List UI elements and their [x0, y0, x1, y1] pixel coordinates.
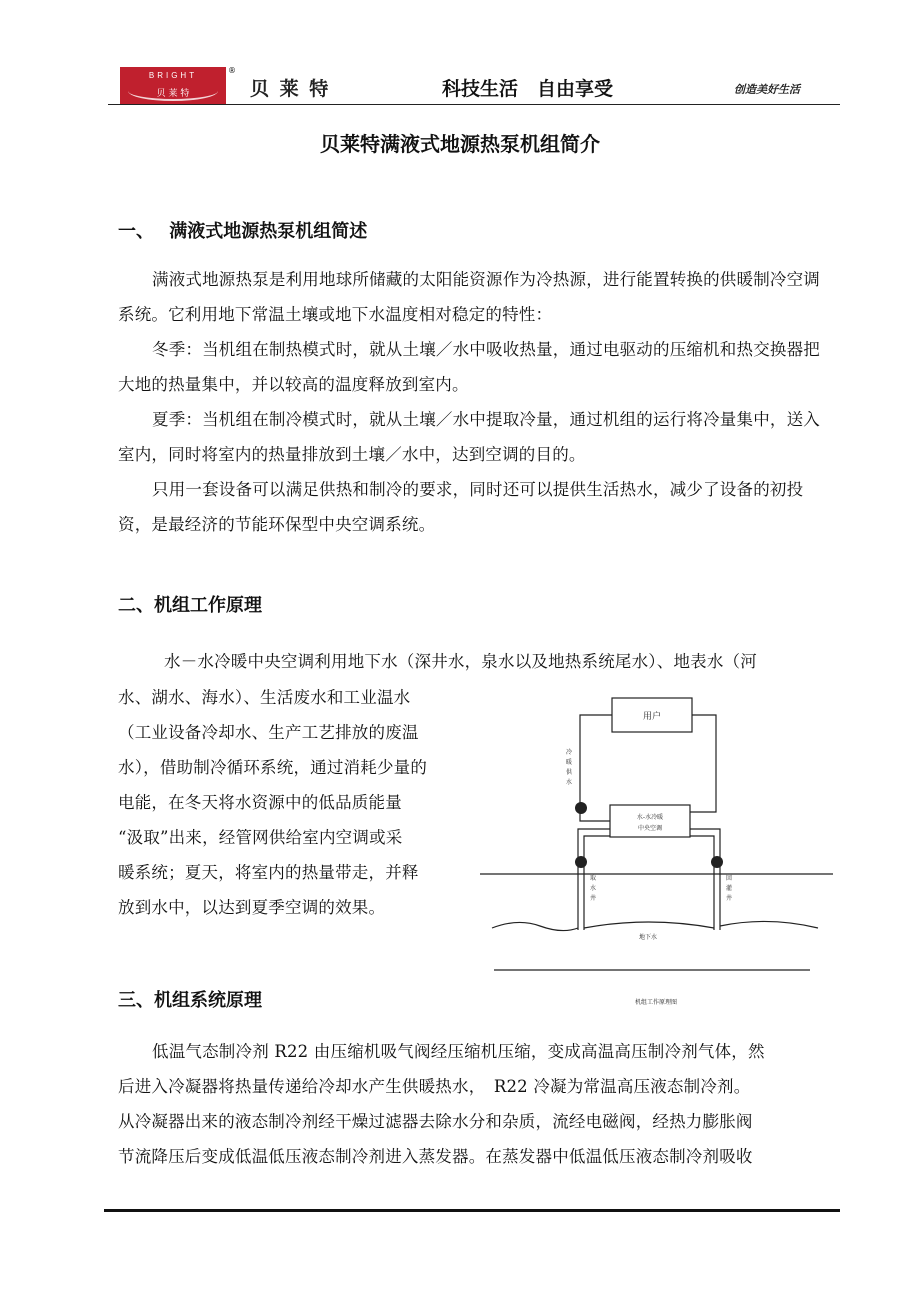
- intake-well-char: 水: [590, 885, 597, 892]
- return-well-char: 井: [726, 895, 733, 902]
- paragraph-line: 放到水中，以达到夏季空调的效果。: [118, 898, 386, 917]
- return-well-char: 灌: [726, 885, 733, 892]
- intake-well-char: 取: [590, 875, 597, 882]
- logo-chinese: 贝 莱 特: [156, 89, 190, 99]
- return-pump-icon: [711, 856, 723, 868]
- paragraph-line: （工业设备冷却水、生产工艺排放的废温: [118, 723, 419, 742]
- intake-well-char: 井: [590, 895, 597, 902]
- header-slogan: 创造美好生活: [734, 83, 800, 96]
- pipe-label-char: 暖: [566, 759, 573, 766]
- paragraph: 夏季：当机组在制冷模式时，就从土壤／水中提取冷量，通过机组的运行将冷量集中，送入室内，同时将室内的热量排放到土壤／水中，达到空调的目的。: [118, 410, 820, 464]
- intake-pipe-inner: [584, 836, 610, 930]
- return-pipe: [690, 829, 720, 930]
- water-table-right: [720, 921, 818, 928]
- paragraph: 只用一套设备可以满足供热和制冷的要求，同时还可以提供生活热水，减少了设备的初投资，是最经济的节能环保型中央空调系统。: [118, 480, 804, 534]
- paragraph-line: 从冷凝器出来的液态制冷剂经干燥过滤器去除水分和杂质，流经电磁阀，经热力膨胀阀: [118, 1112, 753, 1131]
- working-principle-diagram: [478, 690, 838, 1010]
- section-1-heading: 一、 满液式地源热泵机组简述: [118, 221, 368, 242]
- paragraph-line: 水、湖水、海水）、生活废水和工业温水: [118, 688, 411, 707]
- water-table-mid: [584, 922, 714, 928]
- brand-name: 贝 莱 特: [250, 78, 331, 100]
- circulation-pump-icon: [575, 802, 587, 814]
- return-pipe-inner: [690, 836, 714, 930]
- section-2-heading: 二、机组工作原理: [118, 595, 262, 616]
- paragraph-line: “汲取”出来，经管网供给室内空调或采: [118, 828, 403, 847]
- paragraph-line: 水－水冷暖中央空调利用地下水（深井水，泉水以及地热系统尾水）、地表水（河: [164, 652, 757, 671]
- unit-label-line-1: 水-水冷暖: [636, 814, 664, 821]
- paragraph: 满液式地源热泵是利用地球所储藏的太阳能资源作为冷热源，进行能置转换的供暖制冷空调系统。它利用地下常温土壤或地下水温度相对稳定的特性：: [118, 270, 820, 324]
- paragraph-line: 节流降压后变成低温低压液态制冷剂进入蒸发器。在蒸发器中低温低压液态制冷剂吸收: [118, 1147, 753, 1166]
- section-2-wrapped-text: [118, 680, 468, 925]
- section-2-intro: [118, 644, 830, 679]
- brand-logo: [120, 67, 226, 105]
- user-label: 用户: [642, 712, 662, 722]
- section-1-body: [118, 262, 830, 542]
- paragraph-line: 低温气态制冷剂 R22 由压缩机吸气阀经压缩机压缩，变成高温高压制冷剂气体，然: [152, 1042, 765, 1061]
- logo-english: BRIGHT: [148, 71, 198, 80]
- registered-mark: ®: [228, 66, 236, 75]
- section-3-heading: 三、机组系统原理: [118, 990, 262, 1011]
- paragraph-line: 水），借助制冷循环系统，通过消耗少量的: [118, 758, 428, 777]
- intake-pump-icon: [575, 856, 587, 868]
- paragraph-line: 暖系统；夏天，将室内的热量带走，并释: [118, 863, 419, 882]
- right-pipe: [690, 715, 716, 812]
- unit-label-line-2: 中央空调: [637, 825, 663, 832]
- paragraph: 冬季：当机组在制热模式时，就从土壤／水中吸收热量，通过电驱动的压缩机和热交换器把大地的热量集中，并以较高的温度释放到室内。: [118, 340, 820, 394]
- return-well-char: 回: [726, 875, 733, 882]
- unit-box: [610, 805, 690, 837]
- paragraph-line: 电能，在冬天将水资源中的低品质能量: [118, 793, 402, 812]
- header-tagline: 科技生活 自由享受: [442, 78, 614, 100]
- header-divider: [108, 104, 840, 105]
- paragraph-line: 后进入冷凝器将热量传递给冷却水产生供暖热水， R22 冷凝为常温高压液态制冷剂。: [118, 1077, 751, 1096]
- pipe-label-char: 冷: [566, 749, 573, 756]
- pipe-label-char: 供: [566, 769, 573, 776]
- footer-divider: [104, 1209, 840, 1212]
- diagram-caption: 机组工作原理图: [634, 999, 678, 1006]
- document-title: 贝莱特满液式地源热泵机组简介: [320, 132, 600, 156]
- section-3-body: [118, 1034, 830, 1174]
- pipe-label-char: 水: [566, 779, 573, 786]
- water-table-left: [492, 922, 578, 930]
- groundwater-label: 地下水: [638, 934, 658, 941]
